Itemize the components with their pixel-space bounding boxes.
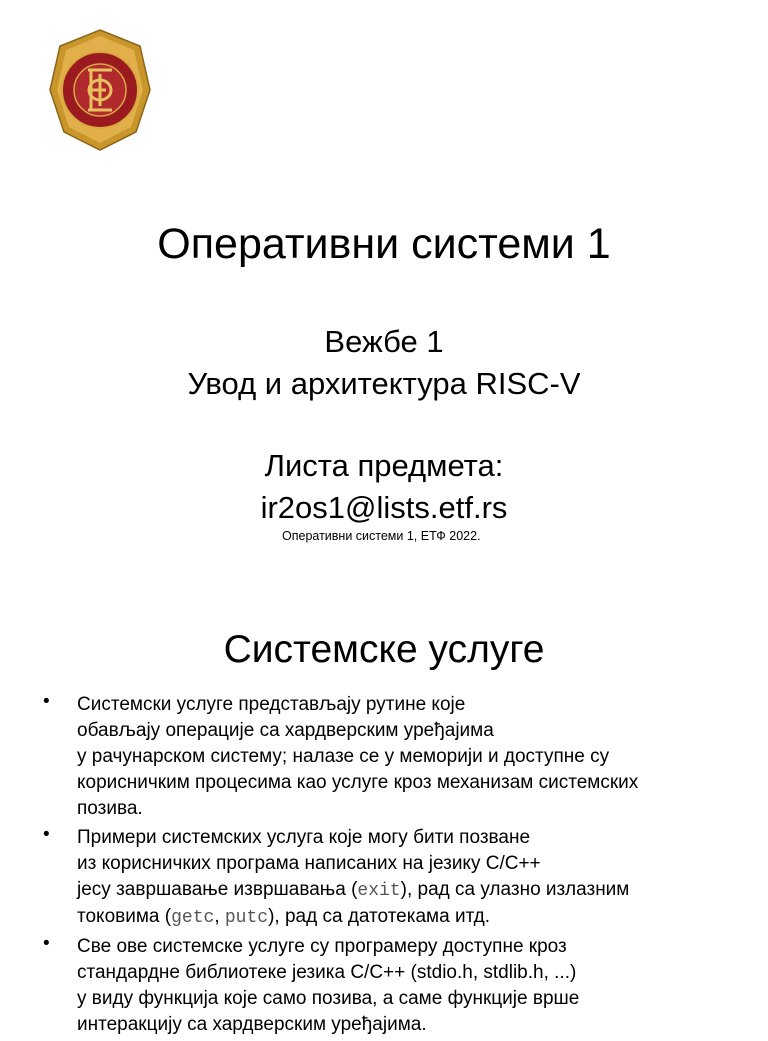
bullet-item [40, 692, 740, 822]
slide2-title: Системске услуге [223, 628, 545, 671]
bullet-item [40, 934, 740, 1038]
bullet-text: токовима ( [77, 906, 172, 927]
slide1-topic: Увод и архитектура RISC-V [187, 366, 581, 401]
bullet-text: , [214, 906, 225, 927]
bullet-icon: • [43, 824, 50, 845]
bullet-text: јесу завршавање извршавања ( [77, 879, 358, 900]
university-seal-logo [48, 28, 152, 152]
bullet-icon: • [43, 691, 50, 712]
slide1-exercise-label: Вежбе 1 [324, 324, 444, 359]
bullet-line [77, 904, 740, 931]
slide1-mailing-list-label: Листа предмета: [264, 448, 504, 483]
bullet-text: ), рад са датотекама итд. [268, 906, 491, 927]
bullet-line: Системски услуге представљају рутине које [77, 694, 466, 715]
bullet-line: стандардне библиотеке језика C/C++ (stdio.h, stdlib.h, ...) [77, 962, 577, 983]
bullet-line: у виду функција које само позива, а саме функције врше [77, 988, 580, 1009]
bullet-line: из корисничких програма написаних на језику C/C++ [77, 853, 541, 874]
bullet-icon: • [43, 933, 50, 954]
bullet-line: Примери системских услуга које могу бити позване [77, 827, 531, 848]
code-putc: putc [224, 908, 269, 928]
code-exit: exit [357, 881, 401, 901]
slide1-mailing-list-address: ir2os1@lists.etf.rs [260, 490, 508, 525]
bullet-line: интеракцију са хардверским уређајима. [77, 1014, 427, 1035]
bullet-line: обављају операције са хардверским уређајима [77, 720, 494, 741]
bullet-line: Све ове системске услуге су програмеру доступне кроз [77, 936, 567, 957]
bullet-item [40, 825, 740, 931]
bullet-list [40, 692, 740, 1041]
slide1-title: Оперативни системи 1 [157, 220, 611, 268]
bullet-line: позива. [77, 798, 143, 819]
bullet-line [77, 877, 740, 904]
bullet-text: ), рад са улазно излазним [400, 879, 630, 900]
bullet-line: у рачунарском систему; налазе се у меморији и доступне су [77, 746, 610, 767]
slide1-footer: Оперативни системи 1, ЕТФ 2022. [282, 529, 481, 543]
bullet-line: корисничким процесима као услуге кроз механизам системских [77, 772, 639, 793]
code-getc: getc [171, 908, 215, 928]
